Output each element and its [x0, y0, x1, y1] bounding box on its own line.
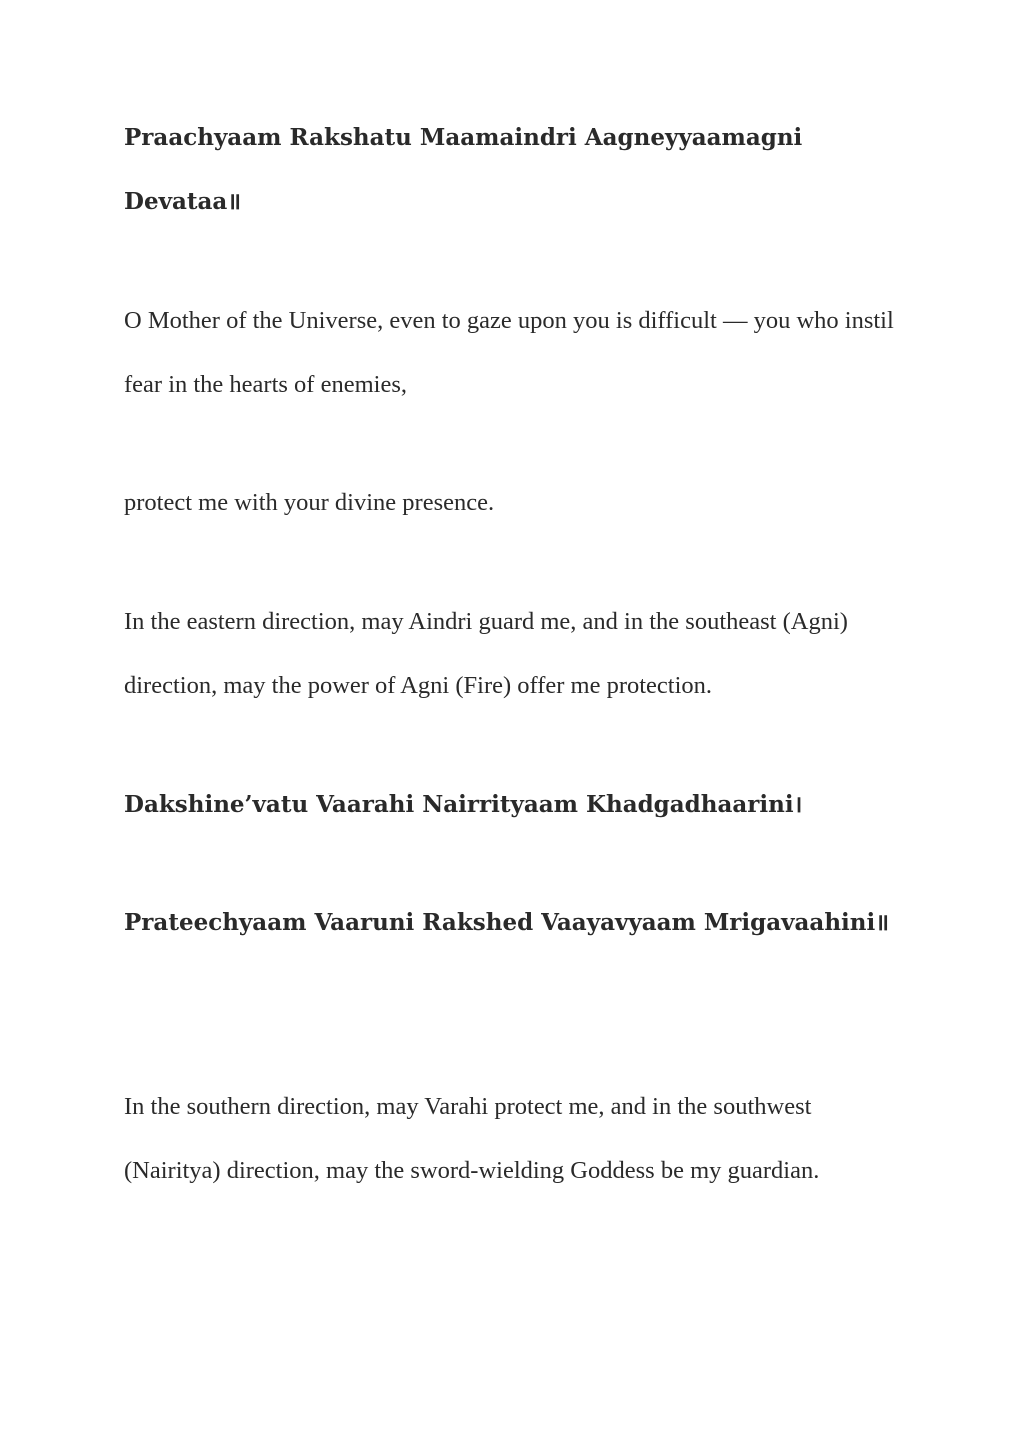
verse-line-3: Prateechyaam Vaaruni Rakshed Vaayavyaam Mrigavaahini॥ [124, 909, 890, 936]
translation-paragraph-3: In the eastern direction, may Aindri guard me, and in the southeast (Agni) direction, may the power of Agni (Fire) offer me protection. [124, 608, 848, 699]
translation-paragraph-2: protect me with your divine presence. [124, 489, 495, 516]
translation-paragraph-1: O Mother of the Universe, even to gaze upon you is difficult — you who instil fear in the hearts of enemies, [124, 307, 894, 398]
verse-line-1: Praachyaam Rakshatu Maamaindri Aagneyyaamagni Devataa॥ [124, 124, 803, 215]
verse-line-2: Dakshine’vatu Vaarahi Nairrityaam Khadgadhaarini। [124, 791, 803, 818]
translation-paragraph-4: In the southern direction, may Varahi protect me, and in the southwest (Nairitya) direction, may the sword-wielding Goddess be my guardian. [124, 1093, 820, 1184]
